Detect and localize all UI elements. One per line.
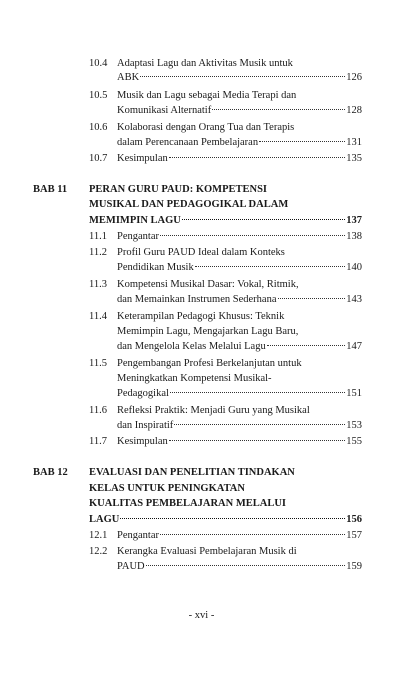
toc-section-title: ABK: [117, 72, 140, 83]
leader-dots: [259, 141, 345, 142]
chapter-label: BAB 12: [33, 467, 68, 478]
page-number: 126: [346, 72, 362, 83]
toc-section-title: Adaptasi Lagu dan Aktivitas Musik untuk: [117, 58, 293, 69]
chapter-title: MUSIKAL DAN PEDAGOGIKAL DALAM: [89, 199, 289, 210]
toc-entry-11-4[interactable]: [117, 340, 362, 353]
page-number: 147: [346, 341, 362, 352]
toc-section-title: Kompetensi Musikal Dasar: Vokal, Ritmik,: [117, 279, 299, 290]
toc-entry-10-6[interactable]: [117, 136, 362, 149]
page-number: 151: [346, 388, 362, 399]
leader-dots: [169, 440, 346, 441]
toc-section-number: 11.6: [89, 405, 107, 416]
toc-section-title: Kerangka Evaluasi Pembelajaran Musik di: [117, 546, 297, 557]
page-number: 138: [346, 231, 362, 242]
toc-section-title: Pengantar: [117, 231, 159, 242]
toc-section-number: 11.3: [89, 279, 107, 290]
leader-dots: [140, 76, 345, 77]
toc-section-title: PAUD: [117, 561, 145, 572]
toc-section-title: Meningkatkan Kompetensi Musikal-: [117, 373, 272, 384]
toc-section-title: dan Memainkan Instrumen Sederhana: [117, 294, 277, 305]
leader-dots: [146, 565, 346, 566]
leader-dots: [278, 298, 346, 299]
toc-section-title: Pedagogikal: [117, 388, 169, 399]
page-number: 128: [346, 105, 362, 116]
leader-dots: [174, 424, 345, 425]
toc-section-number: 11.1: [89, 231, 107, 242]
toc-entry-11-2[interactable]: [117, 261, 362, 274]
page-number: 137: [346, 215, 362, 226]
toc-section-number: 10.6: [89, 122, 108, 133]
toc-entry-bab-11[interactable]: [89, 214, 362, 227]
toc-section-number: 10.4: [89, 58, 108, 69]
toc-entry-11-1[interactable]: [117, 230, 362, 243]
page-number: 159: [346, 561, 362, 572]
toc-entry-10-4[interactable]: [117, 71, 362, 84]
toc-section-title: Musik dan Lagu sebagai Media Terapi dan: [117, 90, 297, 101]
toc-section-number: 12.2: [89, 546, 108, 557]
page-footer-number: - xvi -: [188, 610, 215, 621]
page-number: 143: [346, 294, 362, 305]
toc-section-title: Keterampilan Pedagogi Khusus: Teknik: [117, 311, 285, 322]
toc-section-title: dan Inspiratif: [117, 420, 174, 431]
toc-section-title: Komunikasi Alternatif: [117, 105, 212, 116]
toc-section-title: dan Mengelola Kelas Melalui Lagu: [117, 341, 266, 352]
chapter-title: EVALUASI DAN PENELITIAN TINDAKAN: [89, 467, 295, 478]
toc-entry-12-2[interactable]: [117, 560, 362, 573]
page-number: 131: [346, 137, 362, 148]
leader-dots: [182, 219, 345, 220]
toc-entry-11-5[interactable]: [117, 387, 362, 400]
chapter-title: PERAN GURU PAUD: KOMPETENSI: [89, 184, 268, 195]
page-number: 157: [346, 530, 362, 541]
toc-section-title: Pengantar: [117, 530, 159, 541]
toc-section-number: 12.1: [89, 530, 108, 541]
toc-section-title: Profil Guru PAUD Ideal dalam Konteks: [117, 247, 285, 258]
leader-dots: [120, 518, 345, 519]
leader-dots: [212, 109, 345, 110]
toc-section-number: 11.2: [89, 247, 107, 258]
page-number: 140: [346, 262, 362, 273]
leader-dots: [267, 345, 346, 346]
leader-dots: [160, 534, 345, 535]
toc-section-title: Kolaborasi dengan Orang Tua dan Terapis: [117, 122, 295, 133]
toc-entry-12-1[interactable]: [117, 529, 362, 542]
toc-section-number: 11.5: [89, 358, 107, 369]
leader-dots: [170, 392, 345, 393]
chapter-label: BAB 11: [33, 184, 68, 195]
toc-entry-11-7[interactable]: [117, 435, 362, 448]
page-number: 156: [346, 514, 362, 525]
toc-entry-bab-12[interactable]: [89, 513, 362, 526]
toc-section-title: Kesimpulan: [117, 153, 168, 164]
toc-section-number: 10.5: [89, 90, 108, 101]
page-number: 153: [346, 420, 362, 431]
chapter-title: KELAS UNTUK PENINGKATAN: [89, 483, 245, 494]
toc-section-number: 11.4: [89, 311, 107, 322]
chapter-title: LAGU: [89, 514, 120, 525]
chapter-title: MEMIMPIN LAGU: [89, 215, 181, 226]
toc-section-number: 10.7: [89, 153, 108, 164]
toc-section-title: Pengembangan Profesi Berkelanjutan untuk: [117, 358, 302, 369]
leader-dots: [195, 266, 346, 267]
page-number: 155: [346, 436, 362, 447]
toc-entry-11-6[interactable]: [117, 419, 362, 432]
toc-section-title: dalam Perencanaan Pembelajaran: [117, 137, 259, 148]
toc-section-title: Kesimpulan: [117, 436, 168, 447]
toc-section-title: Pendidikan Musik: [117, 262, 194, 273]
toc-section-number: 11.7: [89, 436, 107, 447]
leader-dots: [160, 235, 345, 236]
chapter-title: KUALITAS PEMBELAJARAN MELALUI: [89, 498, 286, 509]
toc-entry-11-3[interactable]: [117, 293, 362, 306]
toc-section-title: Memimpin Lagu, Mengajarkan Lagu Baru,: [117, 326, 299, 337]
toc-entry-10-7[interactable]: [117, 152, 362, 165]
toc-section-title: Refleksi Praktik: Menjadi Guru yang Musikal: [117, 405, 310, 416]
page-number: 135: [346, 153, 362, 164]
leader-dots: [169, 157, 346, 158]
toc-entry-10-5[interactable]: [117, 104, 362, 117]
